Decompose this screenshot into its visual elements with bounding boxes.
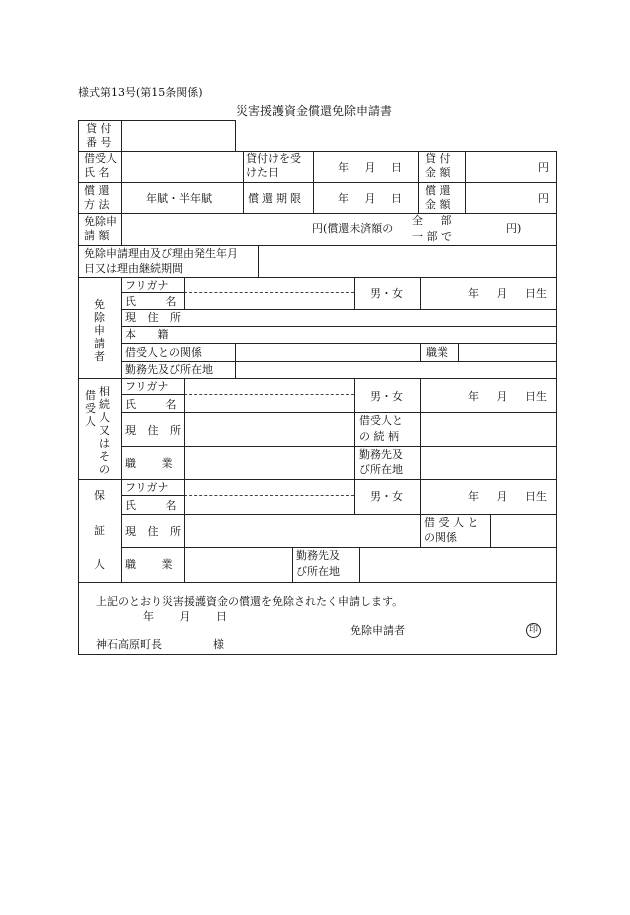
heir-workplace-label: 勤務先及 [359, 448, 403, 461]
loan-date-label: 貸付けを受 [246, 152, 301, 165]
heir-relation-label: 借受人と [359, 414, 403, 427]
heir-group-label-col2: 相続人又はその [99, 385, 110, 476]
guarantor-furigana-label: フリガナ [125, 481, 169, 494]
heir-name-label: 氏 名 [125, 398, 177, 411]
repay-amount-label: 償 還 [425, 184, 451, 197]
guarantor-workplace-label: 勤務先及 [296, 549, 340, 562]
applicant-signature-label: 免除申請者 [350, 624, 405, 637]
reason-label-2: 日又は理由継続期間 [84, 262, 183, 275]
loan-date-value[interactable]: 年 月 日 [338, 161, 402, 174]
applicant-name-label: 氏 名 [125, 295, 177, 308]
loan-amount-label: 貸 付 [425, 152, 451, 165]
heir-workplace-label-2: び所在地 [359, 463, 403, 476]
borrower-name-field[interactable] [122, 152, 242, 181]
repay-method-value[interactable]: 年賦・半年賦 [146, 192, 212, 205]
repay-method-label: 償 還 [84, 184, 110, 197]
heir-group-label-col1: 借受人 [85, 389, 96, 428]
heir-birth[interactable]: 年 月 日生 [468, 390, 547, 403]
applicant-furigana-label: フリガナ [125, 279, 169, 292]
heir-furigana-label: フリガナ [125, 380, 169, 393]
guarantor-birth[interactable]: 年 月 日生 [468, 490, 547, 503]
guarantor-char-3: 人 [94, 558, 105, 571]
exemption-amount-text[interactable]: 円(償還未済額の [312, 222, 394, 235]
guarantor-char-2: 証 [94, 524, 105, 537]
applicant-workplace-label: 勤務先及び所在地 [125, 363, 213, 376]
seal-icon: 印 [526, 623, 541, 638]
loan-number-label: 貸 付 [86, 122, 112, 135]
repay-amount-yen[interactable]: 円 [538, 192, 549, 205]
applicant-name-field[interactable] [185, 278, 353, 308]
form-title: 災害援護資金償還免除申請書 [236, 104, 393, 118]
application-date[interactable]: 年 月 日 [143, 610, 227, 623]
applicant-sex[interactable]: 男・女 [370, 287, 403, 300]
guarantor-name-field[interactable] [185, 480, 353, 513]
repay-period-label: 償還期限 [248, 192, 304, 205]
repay-period-value[interactable]: 年 月 日 [338, 192, 402, 205]
guarantor-char-1: 保 [94, 489, 105, 502]
close-paren: 円) [506, 222, 522, 235]
guarantor-name-label: 氏 名 [125, 499, 177, 512]
applicant-group-label: 免除申請者 [94, 298, 105, 363]
applicant-address-label: 現 住 所 [125, 311, 185, 324]
guarantor-address-label: 現 住 所 [125, 525, 185, 538]
heir-address-label: 現 住 所 [125, 424, 185, 437]
loan-number-label-2: 番 号 [86, 136, 112, 149]
applicant-birth[interactable]: 年 月 日生 [468, 287, 547, 300]
exemption-amount-label-2: 請 額 [84, 229, 110, 242]
borrower-label: 借受人 [84, 152, 117, 165]
borrower-label-2: 氏 名 [84, 166, 110, 179]
exemption-amount-label: 免除申 [84, 215, 117, 228]
heir-sex[interactable]: 男・女 [370, 390, 403, 403]
loan-amount-label-2: 金 額 [425, 166, 451, 179]
reason-field[interactable] [259, 246, 555, 276]
heir-occupation-label: 職 業 [125, 457, 173, 470]
loan-date-label-2: けた日 [246, 166, 279, 179]
repay-method-label-2: 方 法 [84, 198, 110, 211]
repay-amount-label-2: 金 額 [425, 198, 451, 211]
guarantor-sex[interactable]: 男・女 [370, 490, 403, 503]
applicant-relation-label: 借受人との関係 [125, 346, 202, 359]
form-number: 様式第13号(第15条関係) [78, 86, 203, 99]
addressee: 神石高原町長 [96, 638, 162, 651]
partial-label: 一 部 で [412, 230, 452, 243]
full-label: 全 部 [412, 214, 452, 227]
guarantor-relation-label-2: の関係 [424, 531, 457, 544]
reason-label: 免除申請理由及び理由発生年月 [84, 247, 238, 260]
guarantor-occupation-label: 職 業 [125, 558, 173, 571]
heir-relation-label-2: の 続 柄 [359, 430, 399, 443]
heir-name-field[interactable] [185, 379, 353, 411]
application-statement: 上記のとおり災害援護資金の償還を免除されたく申請します。 [96, 595, 404, 608]
loan-amount-yen[interactable]: 円 [538, 161, 549, 174]
applicant-domicile-label: 本 籍 [125, 328, 169, 341]
applicant-occupation-label: 職業 [426, 346, 448, 359]
honorific: 様 [213, 638, 224, 651]
loan-number-field[interactable] [122, 121, 234, 150]
guarantor-workplace-label-2: び所在地 [296, 565, 340, 578]
guarantor-relation-label: 借 受 人 と [424, 516, 479, 529]
